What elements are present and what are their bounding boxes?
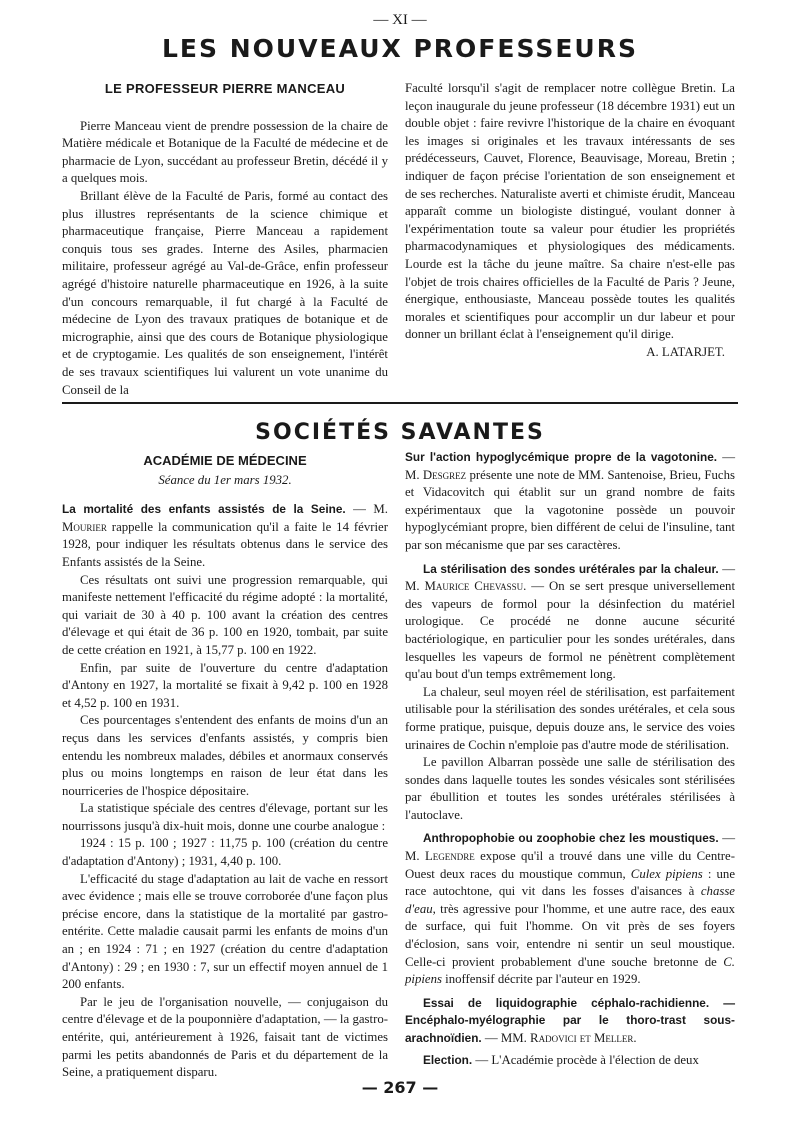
page-title: LES NOUVEAUX PROFESSEURS [162, 34, 638, 63]
report-author: M. Mourier [62, 502, 388, 534]
article-signature: A. LATARJET. [646, 344, 725, 359]
academy-left-column [62, 452, 388, 1082]
report-author: M. Legendre [405, 849, 475, 864]
report-paragraph: La chaleur, seul moyen réel de stérilisation, est parfaitement utilisable pour la stérilisation des sondes urétérales, et cela sous forme pratique, puisque, depuis douze ans, le service des voies urinaires de Cochin n'emploie pas d'autre mode de stérilisation. [405, 684, 735, 752]
report-heading: La stérilisation des sondes urétérales par la chaleur. [423, 561, 719, 576]
section-divider [62, 402, 738, 404]
report-vagotonine: Sur l'action hypoglycémique propre de la vagotonine. — M. Desgrez présente une note de MM. Santenoise, Brieu, Fuchs et Vidacovitch qui établit sur un grand nombre de faits expérimentaux que la vagotonine possède un pouvoir hypoglycémiant propre, bien différent de celui de l'insuline, tant par son mécanisme que par ses caractères. [405, 450, 736, 552]
roman-page-number: — XI — [373, 12, 427, 28]
section-title: SOCIÉTÉS SAVANTES [255, 420, 545, 445]
report-paragraph: Enfin, par suite de l'ouverture du centre d'adaptation d'Antony en 1927, la mortalité se fixait à 9,42 p. 100 en 1928 et 4,52 p. 100 en 1931. [62, 660, 388, 710]
article-paragraph: Faculté lorsqu'il s'agit de remplacer notre collègue Bretin. La leçon inaugurale du jeune professeur (18 décembre 1931) eut un double objet : faire revivre l'historique de la chaire en évoquant les images si originales et les travaux intéressants de ses prédécesseurs, Cauvet, Florence, Beauvisage, Moreau, Bretin ; indiquer de façon précise l'orientation de son enseignement et de ses recherches. Naturaliste averti et chimiste érudit, Manceau apparaît comme un biologiste distingué, voulant donner à l'expérimentation toute sa valeur pour étudier les propriétés pharmacodynamiques et physiologiques des médicaments. Lourde est la tâche du jeune maître. Sa chaire n'est-elle pas l'objet de trois chaires officielles de la Faculté de Paris ? Jeune, énergique, enthousiaste, Manceau possède toutes les qualités morales et scientifiques pour accomplir un dur labeur et pour donner un brillant éclat à l'enseignement qu'il dirige. [405, 81, 735, 342]
report-liquidographie [405, 995, 735, 1048]
report-heading: Essai de liquidographie céphalo-rachidienne. — Encéphalo-myélographie par le thoro-trast sous-arachnoïdien. [405, 995, 735, 1045]
report-paragraph: La statistique spéciale des centres d'élevage, portant sur les nourrissons jusqu'à dix-huit mois, donne une courbe analogue : [62, 801, 388, 833]
article-paragraph: Pierre Manceau vient de prendre possession de la chaire de Matière médicale et Botanique de la Faculté de médecine et de pharmacie de Lyon, succédant au professeur Bretin, décédé il y a quelques mois. [62, 118, 388, 186]
report-sterilisation: La stérilisation des sondes urétérales par la chaleur. — M. Maurice Chevassu. — On se sert presque universellement des vapeurs de formol pour la désinfection du matériel urologique. Ce procédé ne donne aucune sécurité bactériologique, en particulier pour les sondes urétérales, dans lesquelles les vapeurs de formol ne pénètrent complètement qu'au bout d'un temps extrêmement long. [405, 561, 736, 682]
report-paragraph: L'efficacité du stage d'adaptation au lait de vache en ressort avec évidence ; mais elle se trouve corroborée d'une façon plus précise encore, dans la statistique de la mortalité par gastro-entérite. Cette maladie causait parmi les enfants de moins d'un an ; en 1924 : 71 ; en 1927 (création du centre d'adaptation d'Antony) : 29 ; en 1930 : 7, sur un effectif moyen annuel de 1 200 enfants. [62, 871, 388, 992]
report-heading: Sur l'action hypoglycémique propre de la vagotonine. [405, 450, 718, 464]
report-mortalite: La mortalité des enfants assistés de la Seine. — M. Mourier rappelle la communication qu'il a faite le 14 février 1928, pour indiquer les résultats obtenus dans le service des Enfants assistés de la Seine. [62, 502, 388, 569]
report-moustiques: Anthropophobie ou zoophobie chez les moustiques. — M. Legendre expose qu'il a trouvé dans une ville du Centre-Ouest deux races du moustique commun, Culex pipiens : une race autochtone, qui vit dans les fosses d'aisances à chasse d'eau, très agressive pour l'homme, et une autre race, des eaux de surface, qui fuit l'homme. On vit près de ses foyers d'éclosion, sans voir, entendre ni sentir un seul moustique. Celle-ci provient probablement d'une souche bretonne de C. pipiens inoffensif décrite par l'auteur en 1929. [405, 831, 736, 987]
report-paragraph: 1924 : 15 p. 100 ; 1927 : 11,75 p. 100 (création du centre d'adaptation d'Antony) ; 1931, 4,40 p. 100. [62, 836, 388, 869]
report-heading: Election. [423, 1052, 473, 1067]
article-left-column [62, 80, 388, 399]
academy-right-column [405, 449, 735, 1069]
report-paragraph: Par le jeu de l'organisation nouvelle, — conjugaison du centre d'élevage et de la pouponnière d'adaptation, — la gastro-entérite, qui, antérieurement à 1926, faisait tant de victimes parmi les petits abandonnés de Paris et du département de la Seine, a pratiquement disparu. [62, 994, 388, 1080]
report-election: Election. — L'Académie procède à l'élection de deux [423, 1052, 699, 1067]
report-author: M. Desgrez [405, 467, 467, 482]
article-subtitle: LE PROFESSEUR PIERRE MANCEAU [104, 81, 346, 96]
report-author: M. Maurice Chevassu. [405, 579, 527, 594]
page-number: — 267 — [361, 1078, 439, 1097]
report-paragraph: Ces résultats ont suivi une progression remarquable, qui manifeste nettement l'efficacité du régime adopté : la mortalité, qui variait de 30 à 40 p. 100 avant la création des centres d'élevage et qui était de 36 p. 100 en 1920, tombait, par suite de cette création en 1921, à 15,77 p. 100 en 1922. [62, 572, 388, 657]
report-paragraph: Ces pourcentages s'entendent des enfants de moins d'un an reçus dans les services d'enfants assistés, y compris bien entendu les nombreux malades, débiles et anormaux conservés plus ou moins longtemps en raison de leur état dans les nourriceries de l'hospice dépositaire. [62, 713, 388, 798]
article-right-column [405, 80, 735, 362]
seance-date: Séance du 1er mars 1932. [158, 472, 292, 487]
article-paragraph: Brillant élève de la Faculté de Paris, formé au contact des plus illustres représentants de la science chimique et pharmaceutique française, Pierre Manceau a rapidement conquis tous ses grades. Interne des Asiles, pharmacien militaire, professeur agrégé au Val-de-Grâce, enfin professeur agrégé d'histoire naturelle pharmaceutique en 1926, à la suite d'un concours remarquable, il fut chargé à la Faculté de médecine de Lyon des travaux pratiques de botanique et de micrographie, ainsi que des cours de Botanique physiologique et de cryptogamie. Les qualités de son enseignement, l'intérêt de ses travaux scientifiques lui valurent un vote unanime du Conseil de la [62, 188, 388, 397]
report-heading: Anthropophobie ou zoophobie chez les moustiques. [423, 831, 719, 846]
academy-heading: ACADÉMIE DE MÉDECINE [143, 453, 307, 468]
report-author: — MM. Radovici et Meller. [484, 1031, 637, 1045]
report-paragraph: Le pavillon Albarran possède une salle de stérilisation des sondes dans laquelle toutes les sondes vésicales sont stérilisées par ébullition et toutes les sondes urétérales stérilisées à l'autoclave. [405, 755, 735, 822]
report-heading: La mortalité des enfants assistés de la Seine. [62, 502, 346, 517]
